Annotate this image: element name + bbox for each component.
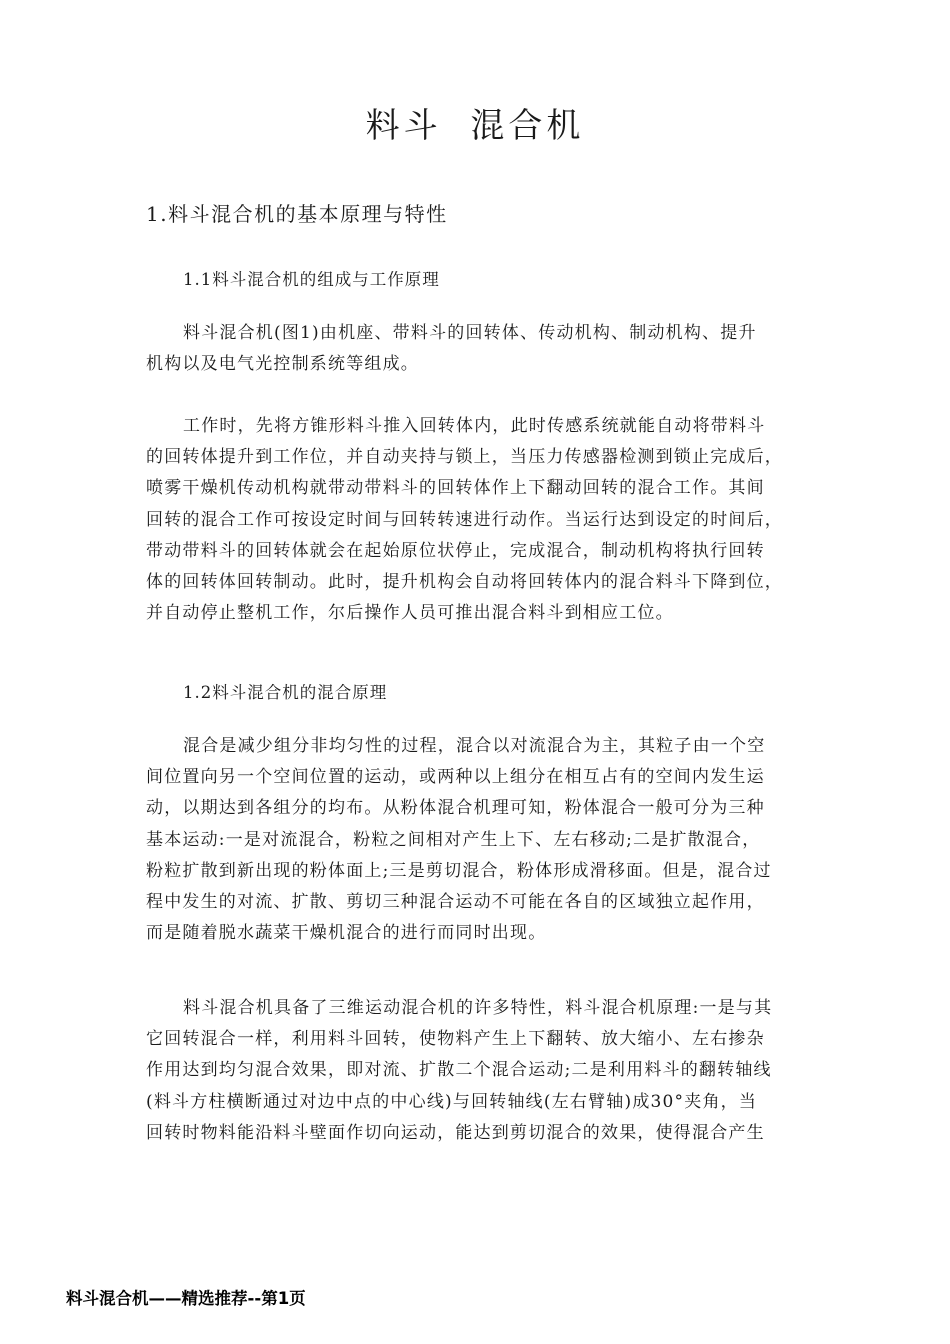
- subsection-heading-1-2: 1.2料斗混合机的混合原理: [183, 683, 388, 702]
- paragraph-working-process: [146, 411, 826, 629]
- subsection-heading-1-1: 1.1料斗混合机的组成与工作原理: [183, 270, 440, 289]
- section-heading-1: 1.料斗混合机的基本原理与特性: [146, 202, 448, 226]
- paragraph-line: 混合是减少组分非均匀性的过程，混合以对流混合为主，其粒子由一个空: [183, 736, 766, 756]
- paragraph-line: 它回转混合一样，利用料斗回转，使物料产生上下翻转、放大缩小、左右掺杂: [146, 1029, 765, 1050]
- paragraph-composition: [146, 318, 826, 380]
- paragraph-line: 体的回转体回转制动。此时，提升机构会自动将回转体内的混合料斗下降到位，: [146, 572, 783, 593]
- document-title: 料斗 混合机: [365, 106, 585, 146]
- paragraph-line: 料斗混合机(图1)由机座、带料斗的回转体、传动机构、制动机构、提升: [183, 323, 757, 343]
- paragraph-line: 料斗混合机具备了三维运动混合机的许多特性，料斗混合机原理:一是与其: [183, 998, 773, 1018]
- page-footer: 料斗混合机——精选推荐--第1页: [66, 1289, 306, 1308]
- paragraph-line: 而是随着脱水蔬菜干燥机混合的进行而同时出现。: [146, 923, 547, 944]
- paragraph-features: [146, 993, 826, 1149]
- paragraph-line: 回转时物料能沿料斗壁面作切向运动，能达到剪切混合的效果，使得混合产生: [146, 1122, 765, 1143]
- paragraph-line: (料斗方柱横断通过对边中点的中心线)与回转轴线(左右臂轴)成30°夹角，当: [146, 1091, 758, 1112]
- paragraph-line: 程中发生的对流、扩散、剪切三种混合运动不可能在各自的区域独立起作用，: [146, 892, 765, 913]
- paragraph-line: 带动带料斗的回转体就会在起始原位状停止，完成混合，制动机构将执行回转: [146, 540, 765, 561]
- paragraph-mixing-principle: [146, 731, 826, 949]
- paragraph-line: 工作时，先将方锥形料斗推入回转体内，此时传感系统就能自动将带料斗: [183, 416, 766, 436]
- paragraph-line: 基本运动:一是对流混合，粉粒之间相对产生上下、左右移动;二是扩散混合，: [146, 829, 761, 850]
- paragraph-line: 喷雾干燥机传动机构就带动带料斗的回转体作上下翻动回转的混合工作。其间: [146, 478, 765, 499]
- paragraph-line: 的回转体提升到工作位，并自动夹持与锁上，当压力传感器检测到锁止完成后，: [146, 447, 783, 468]
- paragraph-line: 作用达到均匀混合效果，即对流、扩散二个混合运动;二是利用料斗的翻转轴线: [146, 1060, 772, 1081]
- paragraph-line: 动，以期达到各组分的均布。从粉体混合机理可知，粉体混合一般可分为三种: [146, 798, 765, 819]
- paragraph-line: 间位置向另一个空间位置的运动，或两种以上组分在相互占有的空间内发生运: [146, 767, 765, 788]
- paragraph-line: 机构以及电气光控制系统等组成。: [146, 354, 419, 375]
- paragraph-line: 并自动停止整机工作，尔后操作人员可推出混合料斗到相应工位。: [146, 603, 674, 624]
- paragraph-line: 回转的混合工作可按设定时间与回转转速进行动作。当运行达到设定的时间后，: [146, 509, 783, 530]
- paragraph-line: 粉粒扩散到新出现的粉体面上;三是剪切混合，粉体形成滑移面。但是，混合过: [146, 860, 772, 881]
